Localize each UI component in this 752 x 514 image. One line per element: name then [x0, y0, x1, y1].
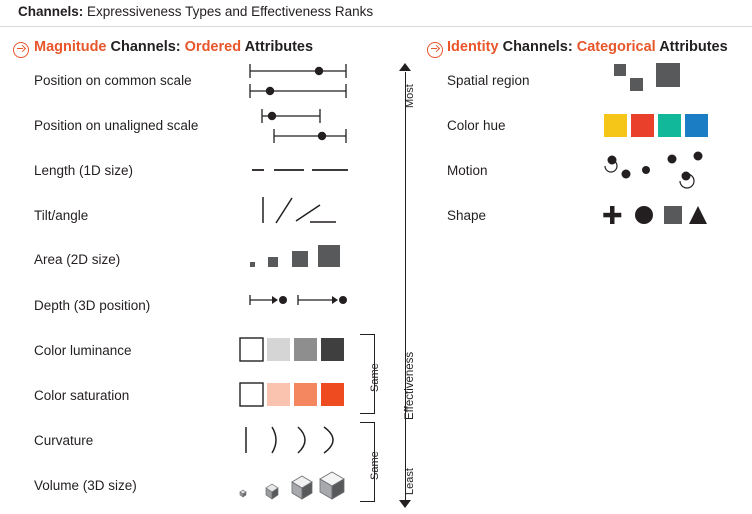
- circle-arrow-right-icon-left: [13, 42, 29, 58]
- row-label-motion: Motion: [447, 163, 488, 178]
- row-label-color-saturation: Color saturation: [34, 388, 130, 403]
- glyph-four-orange-swatches: [239, 382, 345, 408]
- glyph-four-cubes-increasing: [236, 466, 346, 502]
- glyph-four-curves: [240, 424, 344, 458]
- axis-label-most: Most: [404, 84, 416, 108]
- row-label-area: Area (2D size): [34, 252, 121, 267]
- effectiveness-axis-line: [405, 72, 406, 500]
- glyph-four-tilted-lines: [258, 195, 338, 229]
- row-label-depth: Depth (3D position): [34, 298, 151, 313]
- bracket-same-label-1: Same: [369, 363, 381, 392]
- glyph-two-depth-arrows: [248, 292, 348, 308]
- glyph-plus-circle-square-triangle: [602, 203, 706, 227]
- glyph-four-hue-swatches: [603, 113, 709, 139]
- header-divider: [0, 26, 752, 27]
- glyph-four-squares-increasing: [248, 240, 344, 274]
- glyph-dots-with-motion-trails: [600, 150, 710, 190]
- row-label-length: Length (1D size): [34, 163, 134, 178]
- row-label-shape: Shape: [447, 208, 487, 223]
- row-label-volume: Volume (3D size): [34, 478, 137, 493]
- page-title: [18, 4, 373, 19]
- row-label-color-luminance: Color luminance: [34, 343, 132, 358]
- right-column-heading: [447, 39, 728, 55]
- right-heading-part-3: Categorical: [576, 39, 656, 55]
- page-title-rest: Expressiveness Types and Effectiveness Ranks: [83, 4, 374, 19]
- glyph-three-gray-squares-scattered: [606, 60, 696, 94]
- axis-label-effectiveness: Effectiveness: [404, 351, 416, 420]
- bracket-same-label-2: Same: [369, 451, 381, 480]
- row-label-position-common-scale: Position on common scale: [34, 73, 192, 88]
- left-heading-part-2: Channels:: [106, 39, 185, 55]
- glyph-four-gray-swatches: [239, 337, 345, 363]
- right-heading-part-2: Channels:: [498, 39, 577, 55]
- row-label-position-unaligned-scale: Position on unaligned scale: [34, 118, 199, 133]
- left-heading-part-4: Attributes: [241, 39, 314, 55]
- left-heading-part-1: Magnitude: [34, 39, 107, 55]
- glyph-two-dot-plots-unaligned: [248, 105, 348, 145]
- page-title-bold: Channels:: [18, 4, 84, 19]
- left-column-heading: [34, 39, 313, 55]
- axis-arrow-up-icon: [399, 63, 411, 71]
- glyph-two-dot-plots-aligned: [248, 60, 348, 100]
- row-label-tilt-angle: Tilt/angle: [34, 208, 89, 223]
- right-heading-part-1: Identity: [447, 39, 499, 55]
- row-label-spatial-region: Spatial region: [447, 73, 530, 88]
- row-label-color-hue: Color hue: [447, 118, 506, 133]
- row-label-curvature: Curvature: [34, 433, 94, 448]
- axis-label-least: Least: [404, 468, 416, 495]
- circle-arrow-right-icon-right: [427, 42, 443, 58]
- right-heading-part-4: Attributes: [655, 39, 728, 55]
- left-heading-part-3: Ordered: [184, 39, 242, 55]
- glyph-three-line-lengths: [252, 163, 348, 177]
- axis-arrow-down-icon: [399, 500, 411, 508]
